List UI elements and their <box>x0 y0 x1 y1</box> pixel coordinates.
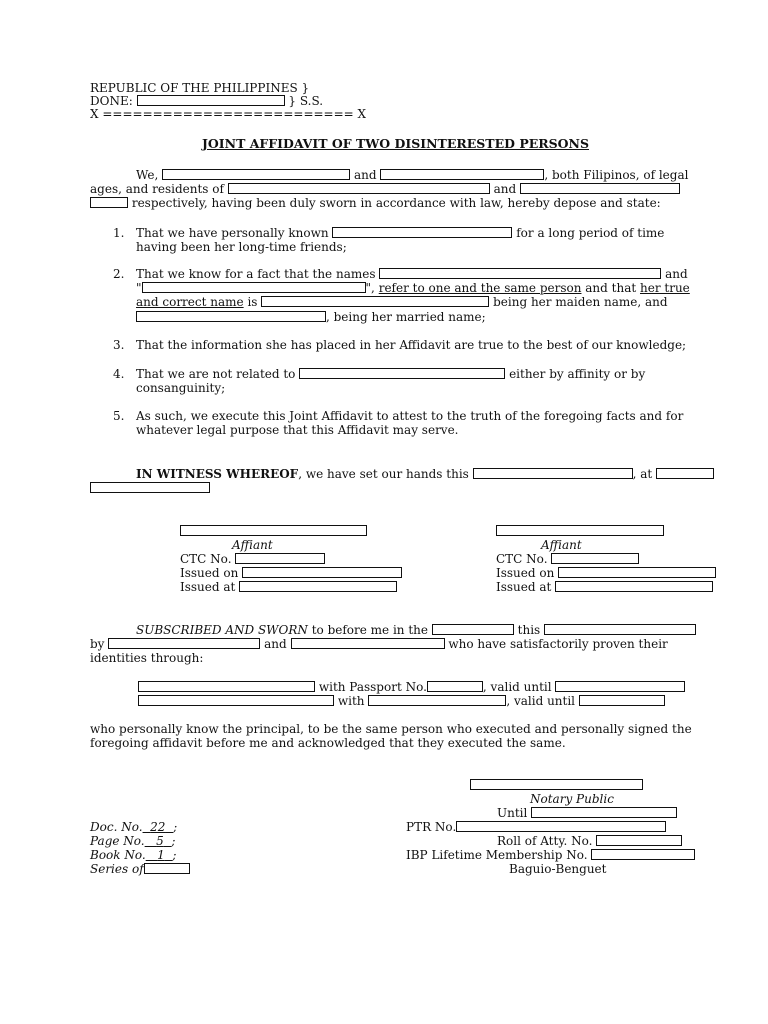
witness-rest: , we have set our hands this <box>298 467 469 481</box>
ibp-label: IBP Lifetime Membership No. <box>406 848 588 862</box>
affiant2-label: Affiant <box>541 538 582 552</box>
residence1-redaction <box>228 183 490 194</box>
subscribed-affiant2-redaction <box>291 638 445 649</box>
valid-until-2-redaction <box>579 695 665 706</box>
doc-no-label: Doc. No. <box>90 820 143 834</box>
ptr-redaction <box>456 821 666 832</box>
intro-line-1 <box>136 168 688 182</box>
subscribed-affiant1-redaction <box>108 638 260 649</box>
witness-line-1 <box>136 467 714 481</box>
affiant2-issued-on <box>496 566 716 580</box>
affiant2-issued-on-label: Issued on <box>496 566 555 580</box>
affiant1-signature-redaction <box>180 525 367 536</box>
id2-type-redaction <box>368 695 506 706</box>
witness-at: , at <box>632 467 653 481</box>
item-4-text-b: either by affinity or by <box>509 367 646 381</box>
item-1-text-a: That we have personally known <box>136 226 329 240</box>
item-2-maiden-name: being her maiden name, and <box>493 295 668 309</box>
we-label: We, <box>136 168 159 182</box>
intro-line-2 <box>90 182 680 196</box>
intro-line-3 <box>90 196 661 210</box>
valid-until-2: , valid until <box>506 694 576 708</box>
affiant1-issued-at-redaction <box>239 581 397 592</box>
notary-place: Baguio-Benguet <box>509 862 607 876</box>
book-no-value: 1 <box>157 848 165 862</box>
witness-line-2 <box>90 481 210 495</box>
item-4-line-2: consanguinity; <box>136 381 226 395</box>
book-no-label: Book No. <box>90 848 146 862</box>
affiant2-ctc-redaction <box>551 553 639 564</box>
subscribed-place-redaction <box>432 624 514 635</box>
roll-redaction <box>596 835 682 846</box>
and-label-2: and <box>493 182 517 196</box>
respectively-label: respectively, having been duly sworn in accordance with law, hereby depose and state: <box>131 196 661 210</box>
item-2-correct-name: and correct name <box>136 295 244 309</box>
ss-label: } S.S. <box>288 94 324 108</box>
doc-no-value: 22 <box>150 820 166 834</box>
done-line <box>90 94 323 108</box>
affiant1-ctc-redaction <box>235 553 325 564</box>
affiant2-signature-redaction <box>496 525 664 536</box>
affiant1-name-redaction <box>162 169 350 180</box>
residence2-redaction <box>520 183 680 194</box>
subscribed-and: and <box>264 637 287 651</box>
notary-signature-line <box>470 778 643 792</box>
passport-number-redaction <box>427 681 483 692</box>
residence2-cont-redaction <box>90 197 128 208</box>
item-2-line-3 <box>136 295 668 309</box>
witness-bold: IN WITNESS WHEREOF <box>136 467 299 481</box>
affiant2-ctc-label: CTC No. <box>496 552 548 566</box>
item-2-open-quote: " <box>136 281 142 295</box>
names-redaction-2 <box>142 282 366 293</box>
republic-line: REPUBLIC OF THE PHILIPPINES } <box>90 81 310 95</box>
notary-until-label: Until <box>497 806 528 820</box>
x-line: X ========================= X <box>90 107 367 121</box>
closing-line-1: who personally know the principal, to be the same person who executed and personally signed the <box>90 722 692 736</box>
done-label: DONE: <box>90 94 133 108</box>
item-2-and-that: and that <box>585 281 637 295</box>
principal-name-redaction <box>299 368 505 379</box>
with-label: with <box>337 694 365 708</box>
item-4-line-1 <box>136 367 645 381</box>
series-label: Series of <box>90 862 144 876</box>
subscribed-who: who have satisfactorily proven their <box>448 637 668 651</box>
document-title: JOINT AFFIDAVIT OF TWO DISINTERESTED PERSONS <box>202 136 590 151</box>
passport-label: with Passport No. <box>318 680 427 694</box>
names-redaction-1 <box>379 268 661 279</box>
married-name-redaction <box>136 311 326 322</box>
subscribed-line-1 <box>136 623 696 637</box>
affiant2-issued-on-redaction <box>558 567 716 578</box>
done-redaction <box>137 95 285 106</box>
ibp-redaction <box>591 849 695 860</box>
page-no: Page No. 5 ; <box>90 834 176 848</box>
passport-name-redaction <box>138 681 315 692</box>
affiant1-issued-on-redaction <box>242 567 402 578</box>
id2-name-redaction <box>138 695 334 706</box>
subscribed-to-before: to before me in the <box>311 623 428 637</box>
true-name-redaction <box>261 296 489 307</box>
notary-ptr <box>406 820 666 834</box>
notary-ibp <box>406 848 695 862</box>
valid-until-1: , valid until <box>482 680 552 694</box>
affiant2-ctc <box>496 552 639 566</box>
book-no: Book No. 1 ; <box>90 848 177 862</box>
notary-until <box>497 806 677 820</box>
item-5-number: 5. <box>113 409 125 423</box>
item-2-close-quote: ", <box>365 281 375 295</box>
ages-label: ages, and residents of <box>90 182 224 196</box>
notary-title: Notary Public <box>530 792 614 806</box>
notary-until-redaction <box>531 807 677 818</box>
affiant1-label: Affiant <box>232 538 273 552</box>
item-4-text-a: That we are not related to <box>136 367 296 381</box>
item-1-line-2: having been her long-time friends; <box>136 240 347 254</box>
affiant2-signature-line <box>496 524 664 538</box>
filipinos-label: , both Filipinos, of legal <box>544 168 689 182</box>
item-3-number: 3. <box>113 338 125 352</box>
item-1-number: 1. <box>113 226 125 240</box>
subscribed-line-3: identities through: <box>90 651 204 665</box>
page-no-value: 5 <box>156 834 164 848</box>
series-redaction <box>144 863 190 874</box>
item-2-text-a: That we know for a fact that the names <box>136 267 376 281</box>
item-2-married-name: , being her married name; <box>326 310 486 324</box>
witness-date-redaction <box>473 468 633 479</box>
item-2-is: is <box>247 295 258 309</box>
doc-no: Doc. No. 22 ; <box>90 820 178 834</box>
item-3-line-1: That the information she has placed in her Affidavit are true to the best of our knowledge; <box>136 338 687 352</box>
affiant1-issued-on-label: Issued on <box>180 566 239 580</box>
affiant1-issued-at <box>180 580 397 594</box>
subscribed-date-redaction <box>544 624 696 635</box>
roll-label: Roll of Atty. No. <box>497 834 593 848</box>
affiant2-issued-at <box>496 580 713 594</box>
item-1-text-b: for a long period of time <box>516 226 665 240</box>
item-4-number: 4. <box>113 367 125 381</box>
item-5-line-1: As such, we execute this Joint Affidavit to attest to the truth of the foregoing facts and for <box>136 409 684 423</box>
and-label: and <box>353 168 377 182</box>
affiant1-issued-on <box>180 566 402 580</box>
item-2-line-4 <box>136 310 486 324</box>
notary-signature-redaction <box>470 779 643 790</box>
item-2-her-true: her true <box>640 281 690 295</box>
item-5-line-2: whatever legal purpose that this Affidavit may serve. <box>136 423 459 437</box>
page-no-label: Page No. <box>90 834 145 848</box>
valid-until-1-redaction <box>555 681 685 692</box>
affiant1-ctc-label: CTC No. <box>180 552 232 566</box>
subscribed-italic: SUBSCRIBED AND SWORN <box>136 623 308 637</box>
series-of <box>90 862 190 876</box>
affiant1-signature-line <box>180 524 367 538</box>
item-2-number: 2. <box>113 267 125 281</box>
affiant2-issued-at-label: Issued at <box>496 580 552 594</box>
closing-line-2: foregoing affidavit before me and acknowledged that they executed the same. <box>90 736 566 750</box>
affiant1-ctc <box>180 552 325 566</box>
affiant2-name-redaction <box>380 169 544 180</box>
witness-place-cont-redaction <box>90 482 210 493</box>
affiant2-issued-at-redaction <box>555 581 713 592</box>
subscribed-line-2 <box>90 637 668 651</box>
item-1-line-1 <box>136 226 664 240</box>
notary-roll <box>497 834 682 848</box>
item-2-line-1 <box>136 267 688 281</box>
known-person-redaction <box>332 227 512 238</box>
affiant1-issued-at-label: Issued at <box>180 580 236 594</box>
witness-place-redaction <box>656 468 714 479</box>
id-line-2 <box>138 694 665 708</box>
passport-line <box>138 680 685 694</box>
subscribed-by: by <box>90 637 105 651</box>
subscribed-this: this <box>517 623 541 637</box>
item-2-same-person: refer to one and the same person <box>378 281 582 295</box>
item-2-line-2 <box>136 281 690 295</box>
item-2-text-b: and <box>665 267 688 281</box>
ptr-label: PTR No. <box>406 820 457 834</box>
